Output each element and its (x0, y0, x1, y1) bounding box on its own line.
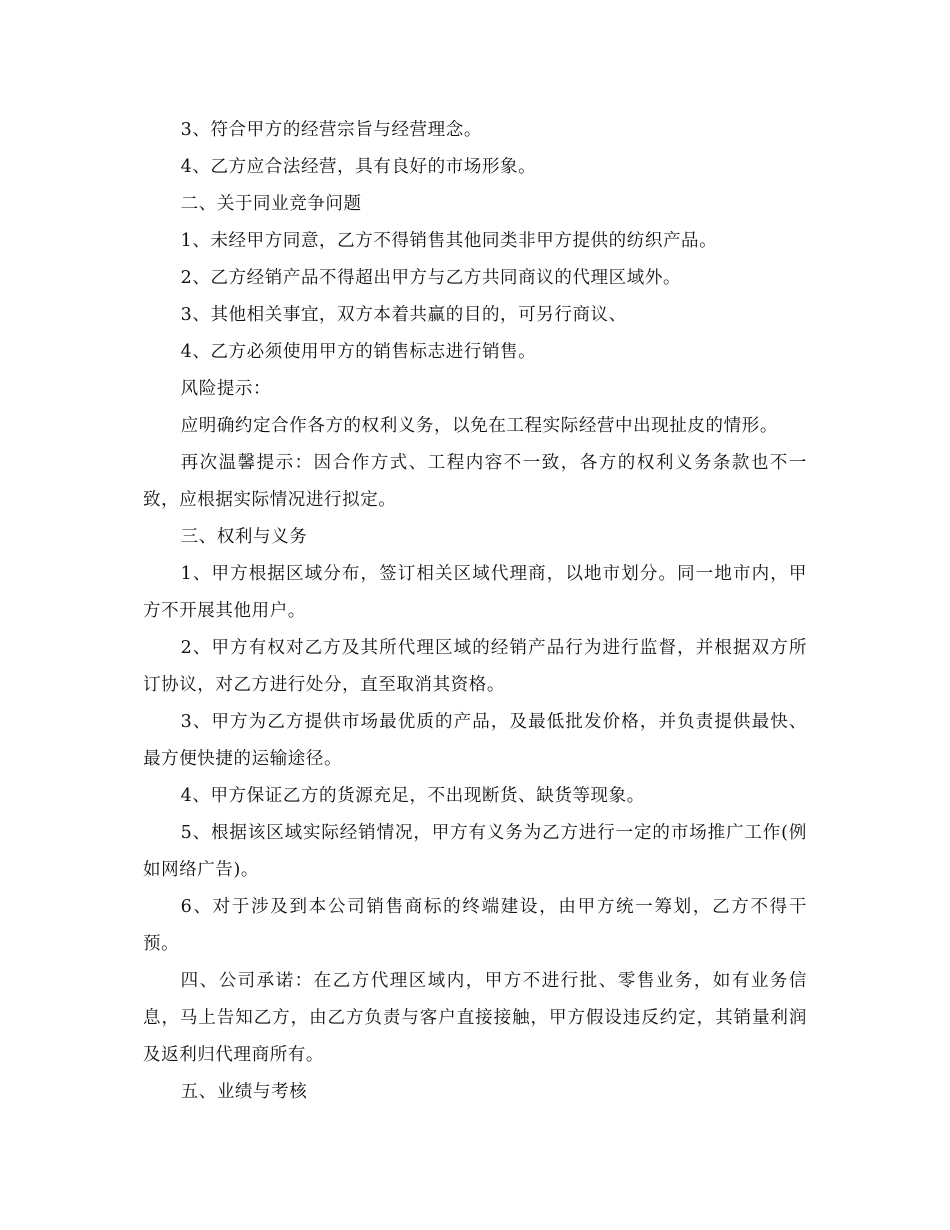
section-heading-2: 二、关于同业竞争问题 (180, 194, 362, 214)
paragraph-2: 4、乙方应合法经营，具有良好的市场形象。 (180, 157, 537, 177)
reminder-text: 再次温馨提示：因合作方式、工程内容不一致，各方的权利义务条款也不一致，应根据实际情况进行拟定。 (143, 453, 807, 510)
paragraph-9: 3、甲方为乙方提供市场最优质的产品，及最低批发价格，并负责提供最快、最方便快捷的运输途径。 (143, 712, 807, 769)
paragraph-6: 4、乙方必须使用甲方的销售标志进行销售。 (180, 342, 537, 362)
paragraph-10: 4、甲方保证乙方的货源充足，不出现断货、缺货等现象。 (180, 786, 645, 806)
section-heading-5: 五、业绩与考核 (180, 1082, 308, 1102)
paragraph-5: 3、其他相关事宜，双方本着共赢的目的，可另行商议、 (180, 305, 627, 325)
paragraph-4: 2、乙方经销产品不得超出甲方与乙方共同商议的代理区域外。 (180, 268, 682, 288)
section-heading-4: 四、公司承诺：在乙方代理区域内，甲方不进行批、零售业务，如有业务信息，马上告知乙方，由乙方负责与客户直接接触，甲方假设违反约定，其销量利润及返利归代理商所有。 (143, 971, 807, 1065)
paragraph-7: 1、甲方根据区域分布，签订相关区域代理商，以地市划分。同一地市内，甲方不开展其他用户。 (143, 564, 807, 621)
risk-tip-text: 应明确约定合作各方的权利义务，以免在工程实际经营中出现扯皮的情形。 (180, 416, 778, 436)
paragraph-8: 2、甲方有权对乙方及其所代理区域的经销产品行为进行监督，并根据双方所订协议，对乙方进行处分，直至取消其资格。 (143, 638, 807, 695)
paragraph-3: 1、未经甲方同意，乙方不得销售其他同类非甲方提供的纺织产品。 (180, 231, 718, 251)
document-body (143, 112, 807, 1111)
paragraph-11: 5、根据该区域实际经销情况，甲方有义务为乙方进行一定的市场推广工作(例如网络广告)。 (143, 823, 807, 880)
paragraph-12: 6、对于涉及到本公司销售商标的终端建设，由甲方统一筹划，乙方不得干预。 (143, 897, 807, 954)
risk-tip-heading: 风险提示： (180, 379, 272, 399)
paragraph-1: 3、符合甲方的经营宗旨与经营理念。 (180, 120, 482, 140)
section-heading-3: 三、权利与义务 (180, 527, 308, 547)
